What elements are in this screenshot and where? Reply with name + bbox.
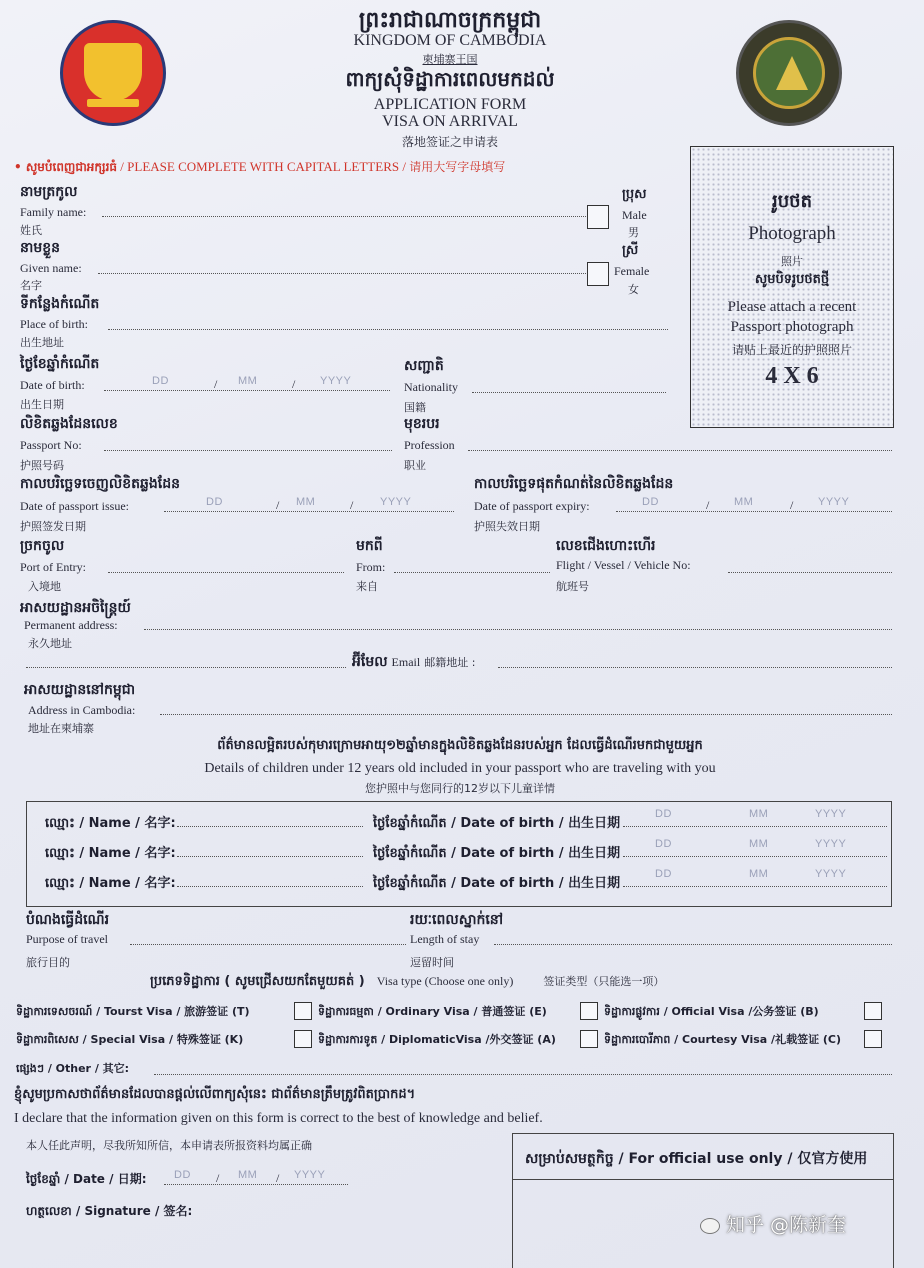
ppe-slash-1: / — [706, 498, 710, 512]
nationality-label: Nationality — [404, 380, 458, 394]
ppi-mm-placeholder: MM — [296, 496, 316, 508]
diplomatic-visa-checkbox[interactable] — [580, 1030, 598, 1048]
watermark — [700, 1210, 846, 1237]
child-row — [45, 808, 885, 836]
from-label-khmer: មកពី — [356, 538, 383, 554]
passport-issue-label: Date of passport issue: — [20, 499, 129, 513]
passport-no-field[interactable] — [104, 450, 392, 451]
instruction-khmer: • សូមបំពេញជាអក្សរធំ — [14, 160, 118, 174]
form-title-khmer: ពាក្យសុំទិដ្ឋាការពេលមកដល់ — [345, 67, 555, 91]
official-visa-checkbox[interactable] — [864, 1002, 882, 1020]
ppe-dd-placeholder: DD — [642, 496, 659, 508]
male-checkbox[interactable] — [587, 205, 609, 229]
declaration-text: I declare that the information given on this form is correct to the best of knowledge and belief. — [14, 1111, 543, 1126]
title-chinese: 柬埔寨王国 — [422, 53, 478, 66]
email-label-chinese: 邮籍地址 : — [424, 656, 476, 669]
decl-yyyy-placeholder: YYYY — [294, 1169, 326, 1181]
nationality-label-chinese: 国籍 — [404, 401, 426, 414]
child-row — [45, 838, 885, 866]
visa-type-label-khmer: ប្រភេទទិដ្ឋាការ ( សូមជ្រើសយកតែមួយគត់ ) — [150, 974, 365, 989]
official-visa-label: ទិដ្ឋាការផ្លូវការ / Official Visa /公务签证 (B) — [604, 1005, 819, 1018]
stay-field[interactable] — [494, 944, 892, 945]
child-row — [45, 868, 885, 896]
child-yyyy-placeholder: YYYY — [815, 838, 847, 850]
ppe-mm-placeholder: MM — [734, 496, 754, 508]
cambodia-address-label-khmer: អាសយដ្ឋាននៅកម្ពុជា — [24, 682, 136, 698]
male-label-khmer: ប្រុស — [622, 187, 647, 202]
courtesy-visa-checkbox[interactable] — [864, 1030, 882, 1048]
given-name-label: Given name: — [20, 261, 82, 275]
children-heading-khmer: ព័ត៌មានលម្អិតរបស់កុមារក្រោមអាយុ១២ឆ្នាំមានក្នុងលិខិតឆ្លងដែនរបស់អ្នក ដែលធ្វើដំណើរមកជាមួយអ្នក — [217, 738, 703, 753]
visa-type-heading — [150, 972, 664, 992]
flight-label-khmer: លេខជើងហោះហើរ — [556, 538, 656, 554]
visa-type-label-chinese: 签证类型（只能选一项） — [543, 975, 665, 988]
official-use-label: សម្រាប់សមត្ថកិច្ច / For official use only / 仅官方使用 — [525, 1151, 868, 1167]
passport-no-label-chinese: 护照号码 — [20, 459, 64, 472]
profession-field[interactable] — [468, 450, 892, 451]
decl-dd-placeholder: DD — [174, 1169, 191, 1181]
photo-hint-chinese: 请贴上最近的护照照片 — [731, 343, 852, 357]
nationality-field[interactable] — [472, 392, 666, 393]
pob-field[interactable] — [108, 329, 668, 330]
cambodia-address-label-chinese: 地址在柬埔寨 — [28, 722, 94, 735]
from-label-chinese: 来自 — [356, 580, 378, 593]
declaration-date-label: ថ្ងៃខែឆ្នាំ / Date / 日期: — [26, 1172, 147, 1186]
title-english: KINGDOM OF CAMBODIA — [353, 32, 547, 49]
courtesy-visa-label: ទិដ្ឋាការបោរីភាព / Courtesy Visa /礼载签证 (C) — [604, 1033, 842, 1046]
nationality-label-khmer: សញ្ជាតិ — [404, 358, 444, 374]
visa-type-label: Visa type (Choose one only) — [376, 974, 514, 988]
port-entry-label-chinese: 入境地 — [28, 580, 61, 593]
cambodia-address-field[interactable] — [160, 714, 892, 715]
profession-label: Profession — [404, 438, 455, 452]
male-label: Male — [622, 208, 647, 222]
family-name-field[interactable] — [102, 216, 586, 217]
female-label-khmer: ស្រី — [622, 243, 639, 258]
form-title-line1: APPLICATION FORM — [373, 96, 527, 113]
pob-label-khmer: ទីកន្លែងកំណើត — [20, 296, 100, 312]
permanent-address-label-chinese: 永久地址 — [28, 637, 72, 650]
pob-label-chinese: 出生地址 — [20, 336, 64, 349]
immigration-seal-icon — [736, 20, 842, 126]
dob-yyyy-placeholder: YYYY — [320, 375, 352, 387]
stay-label: Length of stay — [410, 932, 480, 946]
instruction-chinese: 请用大写字母填写 — [409, 160, 506, 174]
chat-bubble-icon — [700, 1218, 720, 1234]
purpose-label-khmer: បំណងធ្វើដំណើរ — [26, 912, 110, 928]
photo-size: 4 X 6 — [765, 363, 819, 389]
permanent-address-field[interactable] — [144, 629, 892, 630]
special-visa-label: ទិដ្ឋាការពិសេស / Special Visa / 特殊签证 (K) — [16, 1033, 244, 1046]
children-heading: Details of children under 12 years old included in your passport who are traveling with you — [204, 761, 716, 776]
photo-label-khmer: រូបថត — [772, 191, 812, 212]
diplomatic-visa-label: ទិដ្ឋាការការទូត / DiplomaticVisa /外交签证 (A) — [318, 1033, 556, 1046]
permanent-address-label-khmer: អាសយដ្ឋានអចិន្ត្រៃយ៍ — [20, 600, 131, 616]
ppe-yyyy-placeholder: YYYY — [818, 496, 850, 508]
dob-label-chinese: 出生日期 — [20, 398, 64, 411]
child-dob-label: ថ្ងៃខែឆ្នាំកំណើត / Date of birth / 出生日期 — [373, 846, 621, 861]
female-checkbox[interactable] — [587, 262, 609, 286]
profession-label-khmer: មុខរបរ — [404, 416, 440, 432]
official-use-header — [513, 1134, 893, 1180]
other-visa-label: ផ្សេងៗ / Other / 其它: — [16, 1062, 130, 1075]
children-heading-chinese: 您护照中与您同行的12岁以下儿童详情 — [365, 782, 555, 795]
child-yyyy-placeholder: YYYY — [815, 808, 847, 820]
family-name-label: Family name: — [20, 205, 87, 219]
purpose-label: Purpose of travel — [26, 932, 108, 946]
photo-hint-khmer: សូមបិទរូបថតថ្មី — [754, 272, 830, 287]
child-dd-placeholder: DD — [655, 868, 672, 880]
purpose-field[interactable] — [130, 944, 406, 945]
given-name-label-khmer: នាមខ្លួន — [20, 240, 60, 256]
passport-no-label: Passport No: — [20, 438, 82, 452]
passport-issue-label-khmer: កាលបរិច្ឆេទចេញលិខិតឆ្លងដែន — [20, 476, 180, 492]
child-dob-field[interactable] — [623, 856, 887, 857]
photo-label-english: Photograph — [748, 223, 836, 244]
declaration-date-field[interactable] — [164, 1184, 348, 1185]
child-dob-field[interactable] — [623, 886, 887, 887]
profession-label-chinese: 职业 — [404, 459, 426, 472]
children-table — [26, 801, 892, 907]
dob-slash-2: / — [292, 377, 296, 391]
female-label-chinese: 女 — [628, 283, 639, 296]
photo-box[interactable] — [690, 146, 894, 428]
photo-hint-line2: Passport photograph — [730, 319, 854, 335]
cambodia-address-label: Address in Cambodia: — [28, 703, 136, 717]
passport-issue-label-chinese: 护照签发日期 — [20, 520, 86, 533]
instruction-line — [14, 158, 505, 177]
passport-expiry-label-khmer: កាលបរិច្ឆេទផុតកំណត់នៃលិខិតឆ្លងដែន — [474, 476, 674, 492]
female-label: Female — [614, 264, 650, 278]
decl-mm-placeholder: MM — [238, 1169, 258, 1181]
watermark-text: 知乎 @陈新奎 — [726, 1214, 847, 1236]
child-name-label: ឈ្មោះ / Name / 名字: — [45, 816, 176, 831]
passport-no-label-khmer: លិខិតឆ្លងដែនលេខ — [20, 416, 118, 432]
ordinary-visa-checkbox[interactable] — [580, 1002, 598, 1020]
child-dd-placeholder: DD — [655, 838, 672, 850]
ppe-slash-2: / — [790, 498, 794, 512]
stay-label-chinese: 逗留时间 — [410, 956, 454, 969]
passport-expiry-label-chinese: 护照失效日期 — [474, 520, 540, 533]
given-name-label-chinese: 名字 — [20, 279, 42, 292]
form-title-line2: VISA ON ARRIVAL — [382, 113, 518, 130]
ppi-dd-placeholder: DD — [206, 496, 223, 508]
stay-label-khmer: រយៈពេលស្នាក់នៅ — [410, 912, 504, 928]
ppi-yyyy-placeholder: YYYY — [380, 496, 412, 508]
official-use-box — [512, 1133, 894, 1268]
signature-label: ហត្ថលេខា / Signature / 签名: — [26, 1204, 193, 1218]
child-name-label: ឈ្មោះ / Name / 名字: — [45, 876, 176, 891]
title-khmer: ព្រះរាជាណាចក្រកម្ពុជា — [358, 8, 542, 33]
from-label: From: — [356, 560, 386, 574]
tourist-visa-checkbox[interactable] — [294, 1002, 312, 1020]
ppi-slash-1: / — [276, 498, 280, 512]
given-name-field[interactable] — [98, 273, 586, 274]
child-name-field[interactable] — [177, 856, 363, 857]
dob-label-khmer: ថ្ងៃខែឆ្នាំកំណើត — [20, 356, 100, 372]
declaration-chinese: 本人任此声明，尽我所知所信，本申请表所报资料均属正确 — [26, 1139, 312, 1152]
port-entry-label: Port of Entry: — [20, 560, 86, 574]
dob-field[interactable] — [104, 390, 390, 391]
child-mm-placeholder: MM — [749, 868, 769, 880]
photo-label-chinese: 照片 — [781, 255, 803, 268]
permanent-address-label: Permanent address: — [24, 618, 118, 632]
child-name-field[interactable] — [177, 826, 363, 827]
decl-slash-2: / — [276, 1171, 280, 1185]
pob-label: Place of birth: — [20, 317, 88, 331]
special-visa-checkbox[interactable] — [294, 1030, 312, 1048]
from-field[interactable] — [394, 572, 550, 573]
passport-issue-field[interactable] — [164, 511, 454, 512]
email-label-group — [352, 652, 475, 673]
port-entry-field[interactable] — [108, 572, 344, 573]
child-dob-field[interactable] — [623, 826, 887, 827]
passport-expiry-field[interactable] — [616, 511, 892, 512]
passport-expiry-label: Date of passport expiry: — [474, 499, 590, 513]
flight-field[interactable] — [728, 572, 892, 573]
child-name-label: ឈ្មោះ / Name / 名字: — [45, 846, 176, 861]
permanent-address-field-2[interactable] — [26, 667, 346, 668]
dob-mm-placeholder: MM — [238, 375, 258, 387]
child-yyyy-placeholder: YYYY — [815, 868, 847, 880]
family-name-label-khmer: នាមត្រកូល — [20, 184, 78, 200]
dob-label: Date of birth: — [20, 378, 85, 392]
child-name-field[interactable] — [177, 886, 363, 887]
ppi-slash-2: / — [350, 498, 354, 512]
family-name-label-chinese: 姓氏 — [20, 224, 42, 237]
declaration-khmer: ខ្ញុំសូមប្រកាសថាព័ត៌មានដែលបានផ្ដល់លើពាក្យសុំនេះ ជាព័ត៌មានត្រឹមត្រូវពិតប្រាកដ។ — [14, 1087, 416, 1102]
asean-logo-icon — [60, 20, 166, 126]
port-entry-label-khmer: ច្រកចូល — [20, 538, 65, 554]
signature-field[interactable] — [210, 1214, 500, 1215]
child-mm-placeholder: MM — [749, 838, 769, 850]
tourist-visa-label: ទិដ្ឋាការទេសចរណ៍ / Tourst Visa / 旅游签证 (T) — [16, 1005, 250, 1018]
form-title-chinese: 落地签证之申请表 — [401, 135, 498, 149]
instruction-english: / PLEASE COMPLETE WITH CAPITAL LETTERS / — [117, 159, 410, 174]
other-visa-field[interactable] — [154, 1074, 892, 1075]
email-field[interactable] — [498, 667, 892, 668]
flight-label: Flight / Vessel / Vehicle No: — [556, 558, 691, 572]
flight-label-chinese: 航班号 — [556, 580, 589, 593]
ordinary-visa-label: ទិដ្ឋាការធម្មតា / Ordinary Visa / 普通签证 (E) — [318, 1005, 547, 1018]
male-label-chinese: 男 — [628, 226, 639, 239]
decl-slash-1: / — [216, 1171, 220, 1185]
email-label: Email — [391, 655, 421, 669]
dob-dd-placeholder: DD — [152, 375, 169, 387]
child-dob-label: ថ្ងៃខែឆ្នាំកំណើត / Date of birth / 出生日期 — [373, 816, 621, 831]
child-mm-placeholder: MM — [749, 808, 769, 820]
child-dd-placeholder: DD — [655, 808, 672, 820]
dob-slash-1: / — [214, 377, 218, 391]
photo-hint-line1: Please attach a recent — [727, 299, 857, 315]
email-label-khmer: អ៊ីមែល — [352, 654, 388, 670]
purpose-label-chinese: 旅行目的 — [26, 956, 70, 969]
child-dob-label: ថ្ងៃខែឆ្នាំកំណើត / Date of birth / 出生日期 — [373, 876, 621, 891]
